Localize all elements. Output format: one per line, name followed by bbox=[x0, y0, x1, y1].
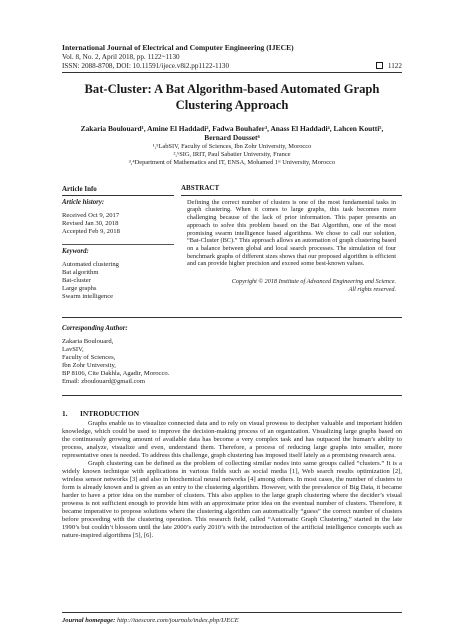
abstract-heading: ABSTRACT bbox=[181, 185, 402, 196]
keyword: Automated clustering bbox=[62, 261, 119, 268]
title-line-1: Bat-Cluster: A Bat Algorithm-based Automated Graph bbox=[84, 82, 380, 96]
info-rule bbox=[62, 317, 402, 318]
copyright-notice bbox=[181, 278, 396, 293]
history-item: Revised Jan 30, 2018 bbox=[62, 220, 119, 227]
corresponding-author bbox=[62, 322, 262, 386]
footer-label: Journal homepage bbox=[62, 617, 114, 624]
article-info-heading: Article Info bbox=[62, 185, 174, 196]
corresponding-line: BP 8106, Cite Dakhla, Agadir, Morocco. bbox=[62, 370, 170, 377]
corresponding-line: LavSIV, bbox=[62, 346, 84, 353]
keyword: Swarm intelligence bbox=[62, 293, 114, 300]
abstract-text: Defining the correct number of clusters is one of the most fundamental tasks in graph clustering. When it comes to large graphs, this task becomes more challenging because of the lack of prior information. This paper presents an approach to solve this problem based on the Bat Algorithm, one of the most promising swarm intelligence based algorithms. We chose to call our solution, “Bat-Cluster (BC).” This approach allows an automation of graph clustering based on a balance between global and local search processes. The simulation of four benchmark graphs of different sizes shows that our proposed algorithm is efficient and can provide higher precision and exceed some best-known values. bbox=[187, 198, 396, 268]
affiliation: ¹,⁵LabSIV, Faculty of Sciences, Ibn Zohr University, Morocco bbox=[152, 143, 312, 150]
history-item: Accepted Feb 9, 2018 bbox=[62, 228, 120, 235]
affiliation: ²,⁶SIG, IRIT, Paul Sabatier University, France bbox=[173, 150, 291, 158]
corresponding-line: Ibn Zohr University, bbox=[62, 362, 116, 369]
history-heading: Article history: bbox=[62, 199, 105, 206]
journal-name: International Journal of Electrical and Computer Engineering (IJECE) bbox=[62, 43, 294, 52]
introduction-heading bbox=[62, 409, 139, 418]
issn-doi: ISSN: 2088-8708, DOI: 10.11591/ijece.v8i2.pp1122-1130 bbox=[62, 61, 230, 70]
keyword-heading: Keyword: bbox=[62, 248, 89, 255]
journal-homepage-link[interactable]: http://iaescore.com/journals/index.php/IJECE bbox=[116, 617, 239, 624]
journal-header bbox=[62, 44, 402, 70]
page-number: 1122 bbox=[387, 61, 402, 70]
introduction-body bbox=[62, 420, 402, 540]
paper-title bbox=[62, 82, 402, 113]
abstract-column bbox=[181, 185, 402, 293]
affiliation: ³,⁴Department of Mathematics and IT, ENSA, Mohamed 1ˢᵗ University, Morocco bbox=[128, 158, 336, 166]
history-item: Received Oct 9, 2017 bbox=[62, 212, 120, 219]
header-rule bbox=[62, 72, 402, 73]
keyword-list bbox=[62, 261, 174, 301]
page-box-icon bbox=[376, 62, 383, 69]
title-line-2: Clustering Approach bbox=[175, 97, 289, 112]
copyright-line: All rights reserved. bbox=[348, 285, 396, 293]
copyright-line: Copyright © 2018 Institute of Advanced Engineering and Science. bbox=[231, 278, 396, 286]
journal-footer: Journal homepage: http://iaescore.com/journals/index.php/IJECE bbox=[62, 617, 239, 624]
article-history bbox=[62, 212, 174, 236]
section-number: 1. bbox=[62, 409, 68, 418]
author-list bbox=[62, 124, 402, 142]
authors-line-2: Bernard Dousset⁶ bbox=[204, 133, 260, 142]
paragraph: Graphs enable us to visualize connected data and to rely on visual prowess to decipher valuable and important hidden knowledge, which could be used to improve the decision-making process of an organization. Visualizing large graphs based on the continuously growing amount of available data has become a very complex task and has outpaced the human’s ability to process, analyze, visualize and even, understand them. Therefore, a process of reducing large graphs into smaller, more representative ones is needed. To address this challenge, graph clustering has imposed itself lately as a promising research area. bbox=[62, 420, 402, 459]
keyword: Bat algorithm bbox=[62, 269, 99, 276]
authors-line-1: Zakaria Boulouard¹, Amine El Haddadi², Fadwa Bouhafer³, Anass El Haddadi⁴, Lahcen Koutti⁵, bbox=[80, 124, 384, 133]
article-info-column bbox=[62, 185, 174, 301]
footer-rule bbox=[62, 612, 402, 613]
corresponding-line: Email: zboulouard@gmail.com bbox=[62, 378, 145, 385]
keyword: Bat-cluster bbox=[62, 277, 91, 284]
paragraph: Graph clustering can be defined as the problem of collecting similar nodes into same groups called “clusters.” It is a widely known technique with applications in various fields such as social media [1], Web search results optimization [2], wireless sensor networks [3] and also in biochemical neural networks [4] among others. In most cases, the number of clusters to form is already known and is given as an entry to the clustering algorithm. However, with the prevalence of Big Data, it became harder to have a prior idea on the number of clusters. This also applies to the large graph clustering where the decider’s visual prowess is not sufficient enough to provide him with an approximate prior idea on the eventual number of clusters. Therefore, it became imperative to propose solutions where the clustering algorithm can automatically “guess” the correct number of clusters before proceeding with the clustering operation. This research field, called “Automatic Graph Clustering,” started in the late 1990’s but couldn’t blossom until the late 2000’s early 2010’s with the introduction of the artificial intelligence concepts such as nature-inspired algorithms [5], [6]. bbox=[62, 460, 402, 539]
volume-info: Vol. 8, No. 2, April 2018, pp. 1122~1130 bbox=[62, 52, 180, 61]
keyword: Large graphs bbox=[62, 285, 97, 292]
section-title: INTRODUCTION bbox=[80, 409, 140, 418]
section-rule bbox=[62, 395, 402, 396]
corresponding-heading: Corresponding Author: bbox=[62, 325, 128, 332]
corresponding-line: Zakaria Boulouard, bbox=[62, 338, 114, 345]
corresponding-details bbox=[62, 338, 262, 386]
affiliations bbox=[62, 143, 402, 166]
corresponding-line: Faculty of Sciences, bbox=[62, 354, 116, 361]
